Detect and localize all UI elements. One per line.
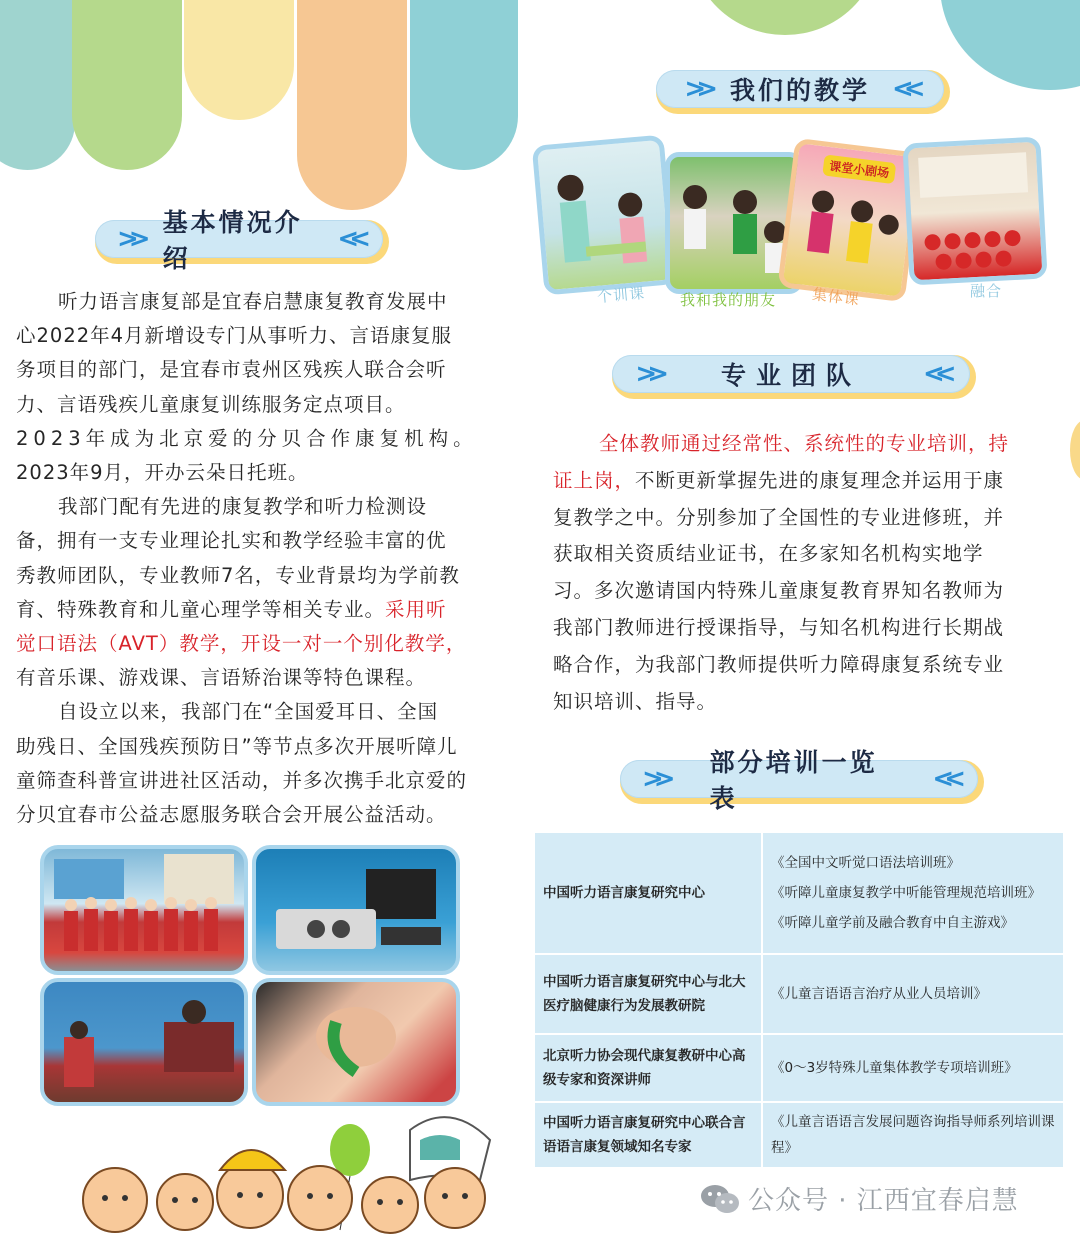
- training-course: 《全国中文听觉口语法培训班》: [771, 855, 960, 871]
- wechat-account-label: 公众号 · 江西宜春启慧: [748, 1186, 1019, 1216]
- team-line: 知识培训、指导。: [553, 689, 718, 713]
- intro-line: 2023年9月，开办云朵日托班。: [16, 461, 309, 485]
- intro-line: 务项目的部门，是宜春市袁州区残疾人联合会听: [16, 358, 447, 382]
- intro-line: 2023年成为北京爱的分贝合作康复机构。: [16, 426, 478, 450]
- training-course: 《听障儿童康复教学中听能管理规范培训班》: [771, 885, 1041, 901]
- intro-line: 听力语言康复部是宜春启慧康复教育发展中: [58, 290, 448, 313]
- intro-line: 有音乐课、游戏课、言语矫治课等特色课程。: [16, 666, 427, 690]
- cartoon-kids-illustration: [70, 1110, 500, 1240]
- training-org: 中国听力语言康复研究中心: [534, 832, 762, 954]
- intro-line: 分贝宜春市公益志愿服务联合会开展公益活动。: [16, 803, 447, 827]
- team-text-normal: 不断更新掌握先进的康复理念并运用于康: [635, 468, 1005, 492]
- chevron-right-icon: >>: [635, 359, 659, 389]
- equipment-illustration: [256, 849, 456, 971]
- teaching-photo-group: [777, 138, 922, 302]
- intro-text-normal: 育、特殊教育和儿童心理学等相关专业。: [16, 597, 386, 621]
- chevron-right-icon: >>: [117, 224, 141, 254]
- training-course: 《0～3岁特殊儿童集体教学专项培训班》: [771, 1060, 1018, 1076]
- intro-highlight: 觉口语法（AVT）教学，开设一对一个别化教学，: [16, 632, 467, 656]
- training-org: 中国听力语言康复研究中心联合言语语言康复领域知名专家: [534, 1102, 762, 1168]
- team-line: 略合作，为我部门教师提供听力障碍康复系统专业: [553, 652, 1005, 676]
- training-courses: [762, 1034, 1064, 1102]
- table-row: [534, 954, 1064, 1034]
- teaching-photo-inclusion: [902, 136, 1047, 285]
- chevron-left-icon: <<: [892, 74, 916, 104]
- intro-line: 自设立以来，我部门在“全国爱耳日、全国: [58, 700, 439, 724]
- intro-line: [16, 593, 491, 627]
- class-theatre-badge: 课堂小剧场: [822, 154, 896, 184]
- decor-arch-orange: [297, 0, 407, 210]
- team-highlight: 证上岗，: [553, 468, 636, 492]
- wechat-watermark: [700, 1180, 1019, 1217]
- photo-group-outdoor: [40, 845, 248, 975]
- teaching-title-pill: [656, 70, 950, 114]
- team-line: 习。多次邀请国内特殊儿童康复教育界知名教师为: [553, 579, 1005, 603]
- team-line: [553, 463, 1053, 500]
- intro-line: 备，拥有一支专业理论扎实和教学经验丰富的优: [16, 529, 447, 553]
- teacher-child-illustration: [537, 140, 671, 290]
- team-text: [553, 426, 1053, 720]
- photo-audiometer: [252, 845, 460, 975]
- inclusive-class-illustration: [908, 142, 1043, 281]
- intro-title-pill: [95, 208, 389, 273]
- training-title: 部分培训一览表: [709, 748, 878, 813]
- training-course: 《儿童言语语言治疗从业人员培训》: [771, 986, 987, 1002]
- caption-group: 集体课: [811, 285, 861, 309]
- training-course: 《儿童言语语言发展问题咨询指导师系列培训课程》: [771, 1114, 1055, 1156]
- team-title-pill: [612, 355, 976, 399]
- decor-arch-yellow: [184, 0, 294, 120]
- caption-individual: 个训课: [596, 283, 646, 307]
- training-courses: [762, 954, 1064, 1034]
- teaching-title: 我们的教学: [729, 76, 870, 105]
- classroom-illustration: [44, 982, 244, 1102]
- decor-circle-side: [1070, 420, 1080, 480]
- table-row: [534, 1034, 1064, 1102]
- teaching-photo-individual: [532, 135, 677, 296]
- intro-line: 秀教师团队，专业教师7名，专业背景均为学前教: [16, 563, 460, 587]
- table-row: [534, 1102, 1064, 1168]
- chevron-left-icon: <<: [337, 224, 361, 254]
- team-highlight: 全体教师通过经常性、系统性的专业培训，持: [599, 432, 1010, 455]
- intro-highlight: 采用听: [385, 597, 447, 621]
- intro-line: 力、言语残疾儿童康复训练服务定点项目。: [16, 392, 406, 416]
- wechat-icon: [700, 1182, 740, 1216]
- training-course: 《听障儿童学前及融合教育中自主游戏》: [771, 915, 1014, 931]
- chevron-right-icon: >>: [642, 764, 666, 794]
- decor-circle-green: [690, 0, 880, 35]
- intro-title: 基本情况介绍: [162, 208, 303, 273]
- training-courses: [762, 1102, 1064, 1168]
- caption-inclusion: 融合: [970, 282, 1003, 300]
- table-row: [534, 832, 1064, 954]
- decor-arch-cyan: [410, 0, 518, 170]
- training-courses: [762, 832, 1064, 954]
- photo-classroom: [40, 978, 248, 1106]
- team-line: 复教学之中。分别参加了全国性的专业进修班，并: [553, 505, 1005, 529]
- chevron-left-icon: <<: [923, 359, 947, 389]
- chevron-left-icon: <<: [932, 764, 956, 794]
- decor-arch-teal: [0, 0, 75, 170]
- caption-friends: 我和我的朋友: [680, 291, 777, 309]
- decor-arch-green: [72, 0, 182, 170]
- training-org: 北京听力协会现代康复教研中心高级专家和资深讲师: [534, 1034, 762, 1102]
- intro-line: 助残日、全国残疾预防日”等节点多次开展听障儿: [16, 734, 458, 758]
- team-line: 获取相关资质结业证书，在多家知名机构实地学: [553, 542, 984, 566]
- chevron-right-icon: >>: [684, 74, 708, 104]
- training-title-pill: [620, 748, 984, 813]
- intro-line: 心2022年4月新增设专门从事听力、言语康复服: [16, 324, 453, 348]
- intro-line: 童筛查科普宣讲进社区活动，并多次携手北京爱的: [16, 768, 468, 792]
- people-illustration: [44, 849, 244, 971]
- team-line: 我部门教师进行授课指导，与知名机构进行长期战: [553, 615, 1005, 639]
- training-table: [533, 831, 1065, 1169]
- photo-hearing-aid: [252, 978, 460, 1106]
- training-org: 中国听力语言康复研究中心与北大医疗脑健康行为发展教研院: [534, 954, 762, 1034]
- decor-circle-teal: [940, 0, 1080, 90]
- intro-text: [16, 285, 491, 832]
- intro-line: 我部门配有先进的康复教学和听力检测设: [58, 495, 428, 519]
- child-closeup-illustration: [256, 982, 456, 1102]
- team-title: 专业团队: [720, 361, 861, 390]
